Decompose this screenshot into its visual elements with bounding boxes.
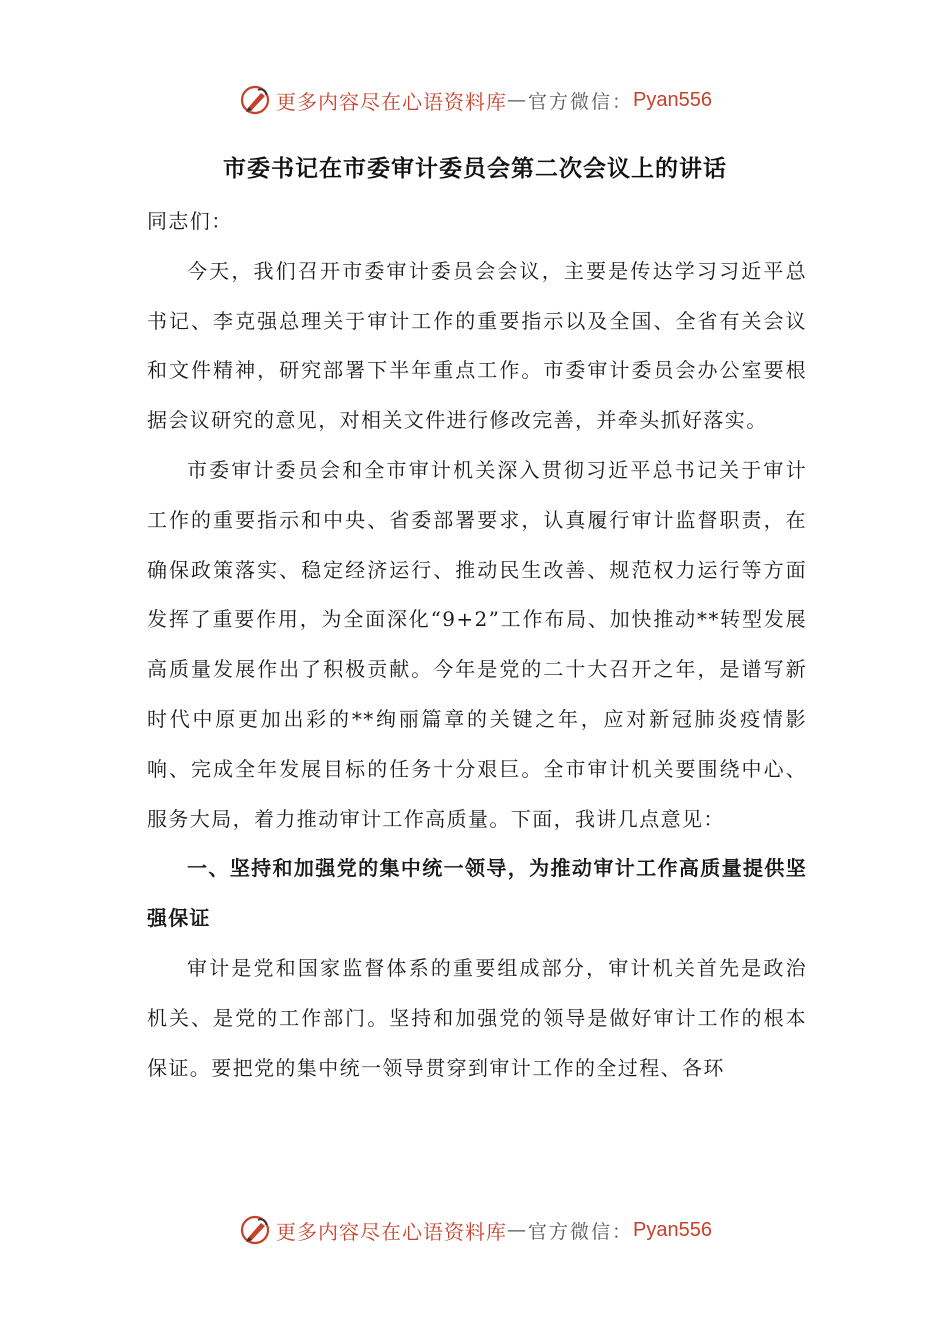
watermark-wechat-id: Pyan556 (633, 1218, 712, 1241)
pen-logo-icon (238, 1213, 272, 1247)
watermark-dash: — (507, 1219, 528, 1241)
pen-logo-icon (238, 83, 272, 117)
watermark-label: 官方微信： (528, 1220, 634, 1243)
watermark-label: 官方微信： (528, 90, 634, 113)
paragraph: 市委审计委员会和全市审计机关深入贯彻习近平总书记关于审计工作的重要指示和中央、省委部署要求，认真履行审计监督职责，在确保政策落实、稳定经济运行、推动民生改善、规范权力运行等方面发挥了重要作用，为全面深化“9+2”工作布局、加快推动**转型发展高质量发展作出了积极贡献。今年是党的二十大召开之年，是谱写新时代中原更加出彩的**绚丽篇章的关键之年，应对新冠肺炎疫情影响、完成全年发展目标的任务十分艰巨。全市审计机关要围绕中心、服务大局，着力推动审计工作高质量。下面，我讲几点意见： (147, 457, 807, 831)
watermark-main-text: 更多内容尽在心语资料库 (276, 89, 507, 114)
watermark-dash: — (507, 89, 528, 111)
watermark-wechat-id: Pyan556 (633, 88, 712, 111)
document-title: 市委书记在市委审计委员会第二次会议上的讲话 (223, 156, 727, 182)
document-body (147, 197, 807, 1093)
watermark-main-text: 更多内容尽在心语资料库 (276, 1219, 507, 1244)
paragraph: 今天，我们召开市委审计委员会会议，主要是传达学习习近平总书记、李克强总理关于审计工作的重要指示以及全国、全省有关会议和文件精神，研究部署下半年重点工作。市委审计委员会办公室要根据会议研究的意见，对相关文件进行修改完善，并牵头抓好落实。 (147, 258, 807, 433)
paragraph: 审计是党和国家监督体系的重要组成部分，审计机关首先是政治机关、是党的工作部门。坚持和加强党的领导是做好审计工作的根本保证。要把党的集中统一领导贯穿到审计工作的全过程、各环 (147, 955, 807, 1080)
watermark-banner-bottom (0, 1210, 950, 1250)
section-heading: 一、坚持和加强党的集中统一领导，为推动审计工作高质量提供坚强保证 (147, 856, 807, 931)
watermark-banner-top (0, 80, 950, 120)
salutation: 同志们： (147, 209, 233, 233)
